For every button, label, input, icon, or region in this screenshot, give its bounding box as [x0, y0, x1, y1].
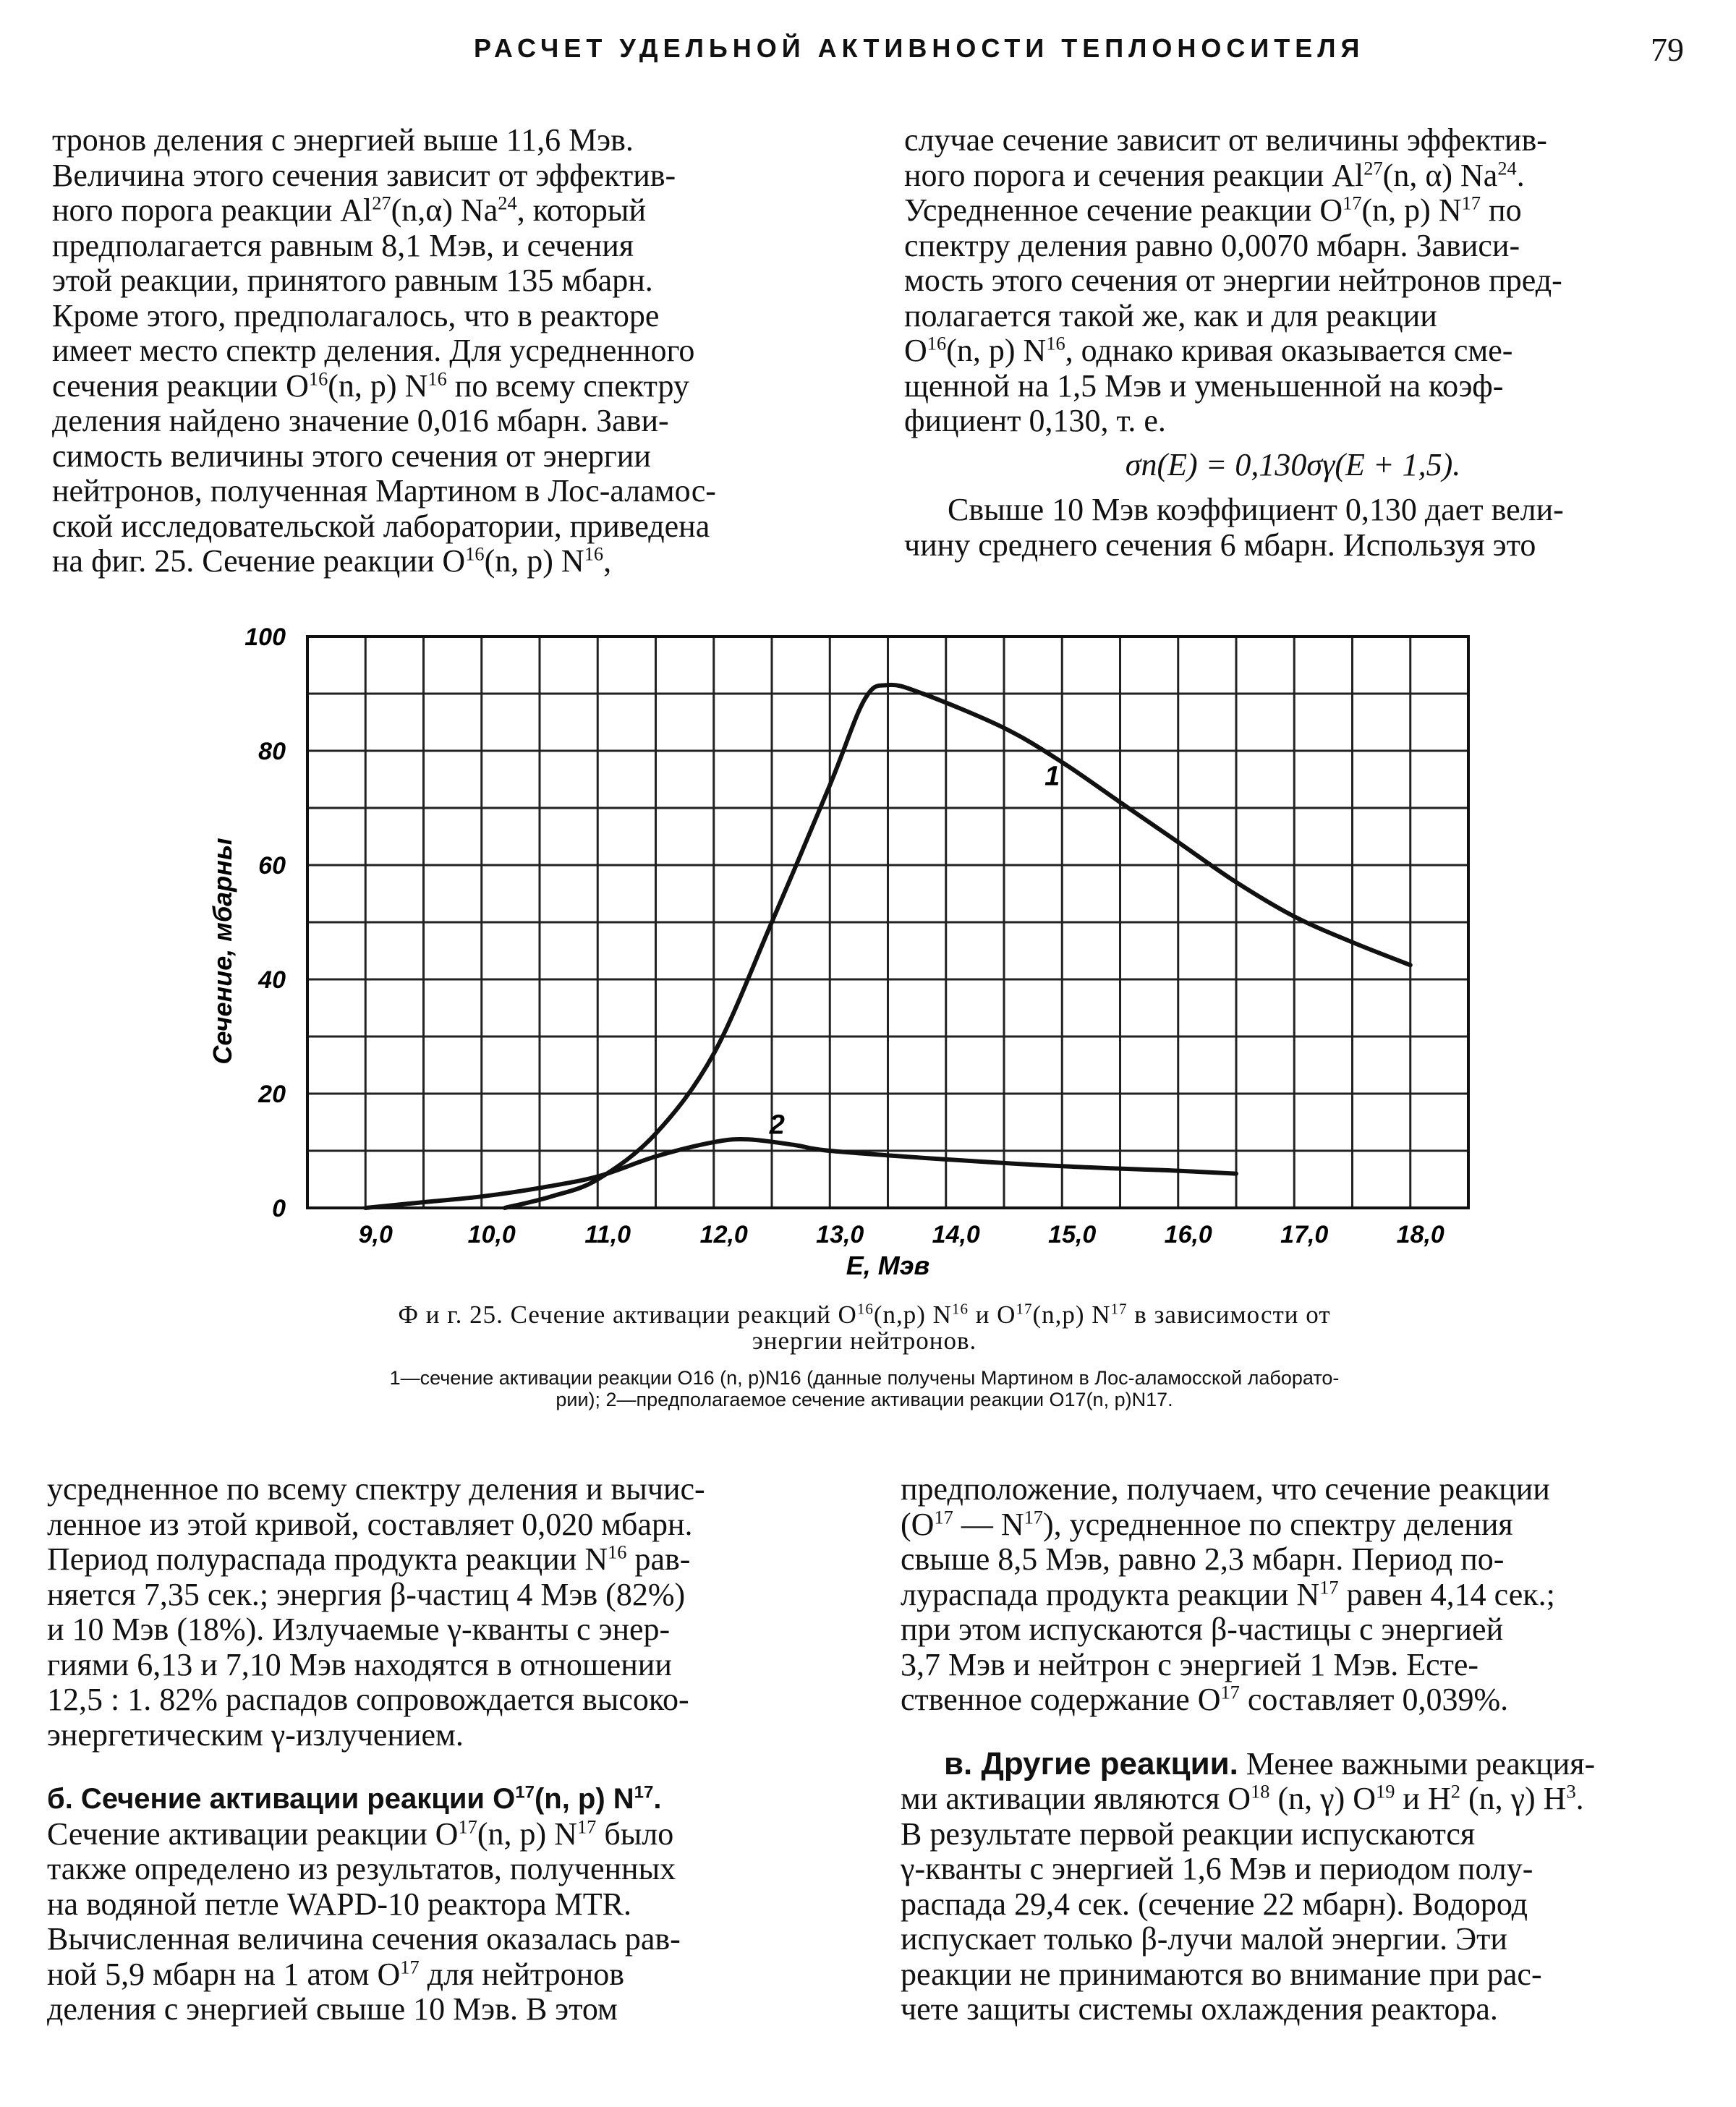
text-line: предполагается равным 8,1 Мэв, и сечения — [52, 227, 634, 263]
y-axis-label: Сечение, мбарны — [208, 838, 237, 1065]
page-header — [0, 33, 1736, 77]
text-line: чину среднего сечения 6 мбарн. Используя это — [904, 527, 1536, 563]
text-line: сечения реакции $O^{16}(n$, p) $N^{16}$ по всему спектру — [52, 367, 689, 404]
text-line: этой реакции, принятого равным 135 мбарн. — [52, 263, 653, 298]
x-tick-label: 18,0 — [1396, 1221, 1444, 1248]
x-tick-label: 17,0 — [1280, 1221, 1329, 1248]
top-left-column — [52, 123, 819, 579]
text-line: свыше 8,5 Мэв, равно 2,3 мбарн. Период по- — [901, 1541, 1505, 1577]
text-line: ной 5,9 мбарн на 1 атом $O^{17}$ для нейтронов — [47, 1955, 624, 1992]
y-tick-label: 20 — [258, 1081, 286, 1108]
text-line: чете защиты системы охлаждения реактора. — [901, 1991, 1498, 2027]
curve-2 — [365, 1139, 1236, 1208]
x-tick-label: 14,0 — [932, 1221, 980, 1248]
text-line: ного порога реакции Al$^{27}$(n,α) Na$^{24}$, который — [52, 192, 647, 228]
text-line: испускает только β-лучи малой энергии. Эти — [901, 1921, 1507, 1957]
y-tick-label: 40 — [258, 966, 286, 994]
text-line: также определено из результатов, полученных — [47, 1851, 676, 1886]
text-line: усредненное по всему спектру деления и вычис- — [47, 1471, 705, 1507]
text-line: Период полураспада продукта реакции $N^{16}$ рав- — [47, 1541, 691, 1577]
x-tick-label: 10,0 — [467, 1221, 516, 1248]
figure-legend — [210, 1367, 1519, 1410]
text-line: В результате первой реакции испускаются — [901, 1816, 1476, 1852]
text-line: случае сечение зависит от величины эффектив- — [904, 122, 1547, 158]
text-line: Свыше 10 Мэв коэффициент 0,130 дает вели- — [948, 492, 1564, 527]
text-line: ми активации являются $O^{18}$ (n, γ) $O^{19}$ и $H^2$ (n, γ) $H^3$. — [901, 1780, 1584, 1816]
legend-line: рии); 2—предполагаемое сечение активации реакции O17(n, p)N17. — [556, 1389, 1173, 1410]
text-line: полагается такой же, как и для реакции — [904, 297, 1437, 333]
text-line: в. Другие реакции. Менее важными реакция- — [944, 1745, 1596, 1782]
text-line: нейтронов, полученная Мартином в Лос-аламос- — [52, 473, 716, 508]
text-line: ного порога и сечения реакции Al$^{27}$(n, α) Na$^{24}$. — [904, 156, 1525, 193]
x-tick-label: 12,0 — [699, 1221, 748, 1248]
text-line: щенной на 1,5 Мэв и уменьшенной на коэф- — [904, 367, 1504, 404]
text-line: тронов деления с энергией выше 11,6 Мэв. — [52, 122, 634, 158]
text-line: ленное из этой кривой, составляет 0,020 мбарн. — [47, 1506, 693, 1542]
text-line: γ-кванты с энергией 1,6 Мэв и периодом полу- — [901, 1851, 1533, 1886]
text-line: деления с энергией свыше 10 Мэв. В этом — [47, 1991, 618, 2027]
text-line: Величина этого сечения зависит от эффектив- — [52, 157, 676, 193]
text-line: Усредненное сечение реакции $O^{17}(n$, p) $N^{17}$ по — [904, 192, 1522, 228]
text-line: деления найдено значение 0,016 мбарн. Зави- — [52, 403, 669, 438]
x-tick-label: 9,0 — [358, 1221, 393, 1248]
equation: σn(E) = 0,130σγ(E + 1,5). — [1125, 446, 1461, 482]
text-line: имеет место спектр деления. Для усредненного — [52, 333, 695, 368]
text-line: мость этого сечения от энергии нейтронов пред- — [904, 263, 1562, 298]
section-lead: в. Другие реакции. — [944, 1745, 1238, 1782]
text-line: на водяной петле WAPD-10 реактора MTR. — [47, 1886, 631, 1922]
text-line: 12,5 : 1. 82% распадов сопровождается высоко- — [47, 1682, 689, 1717]
text-line: энергетическим γ-излучением. — [47, 1716, 464, 1753]
x-axis-label: E, Мэв — [846, 1251, 930, 1280]
text-line: ской исследовательской лаборатории, приведена — [52, 508, 710, 544]
top-right-column — [904, 123, 1682, 563]
running-title: РАСЧЕТ УДЕЛЬНОЙ АКТИВНОСТИ ТЕПЛОНОСИТЕЛЯ — [474, 33, 1365, 63]
caption-line: Ф и г. 25. Сечение активации реакций $O^{16}(n,p)$ $N^{16}$ и $O^{17}(n,p)$ $N^{17}$ в зависимости от — [398, 1300, 1331, 1329]
text-line: реакции не принимаются во внимание при рас- — [901, 1956, 1542, 1992]
text-line: ($O^{17}$ — $N^{17}$), усредненное по спектру деления — [901, 1505, 1513, 1542]
text-line: спектру деления равно 0,0070 мбарн. Зависи- — [904, 227, 1520, 263]
text-line: Кроме этого, предполагалось, что в реакторе — [52, 297, 660, 333]
text-line: няется 7,35 сек.; энергия β-частиц 4 Мэв (82%) — [47, 1576, 686, 1612]
text-line: $O^{16}(n$, p) $N^{16}$, однако кривая оказывается сме- — [904, 332, 1513, 368]
page-number: 79 — [1651, 31, 1684, 68]
x-tick-label: 13,0 — [816, 1221, 864, 1248]
text-line: при этом испускаются β-частицы с энергией — [901, 1612, 1504, 1647]
y-tick-label: 60 — [258, 852, 286, 880]
figure-25-chart — [203, 615, 1476, 1287]
section-heading: б. Сечение активации реакции $O^{17}(n$, p) $N^{17}$. — [47, 1782, 662, 1815]
text-line: 3,7 Мэв и нейтрон с энергией 1 Мэв. Есте- — [901, 1646, 1479, 1682]
x-tick-label: 15,0 — [1048, 1221, 1097, 1248]
curve-label-2: 2 — [769, 1110, 785, 1141]
text-line: на фиг. 25. Сечение реакции $O^{16}(n$, p) $N^{16}$, — [52, 542, 612, 579]
y-tick-label: 80 — [258, 738, 286, 765]
x-tick-label: 11,0 — [584, 1221, 631, 1248]
text-line: симость величины этого сечения от энергии — [52, 438, 651, 474]
caption-line: энергии нейтронов. — [752, 1327, 977, 1355]
text-line: распада 29,4 сек. (сечение 22 мбарн). Водород — [901, 1886, 1528, 1922]
text-line: фициент 0,130, т. е. — [904, 403, 1166, 438]
bottom-left-column — [47, 1472, 814, 2027]
legend-line: 1—сечение активации реакции O16 (n, p)N16 (данные получены Мартином в Лос-аламосской лаборато- — [389, 1367, 1340, 1389]
curve-label-1: 1 — [1044, 761, 1060, 792]
text-line: и 10 Мэв (18%). Излучаемые γ-кванты с энер- — [47, 1612, 671, 1647]
curve-1 — [505, 685, 1410, 1208]
y-tick-label: 0 — [272, 1195, 286, 1222]
text-line: Сечение активации реакции $O^{17}(n$, p) $N^{17}$ было — [47, 1815, 674, 1852]
text-line: ственное содержание $O^{17}$ составляет 0,039%. — [901, 1681, 1509, 1717]
x-tick-label: 16,0 — [1164, 1221, 1212, 1248]
bottom-right-column — [901, 1472, 1682, 2027]
y-tick-label: 100 — [244, 623, 286, 651]
figure-caption — [210, 1302, 1519, 1354]
text-line: лураспада продукта реакции $N^{17}$ равен 4,14 сек.; — [901, 1575, 1555, 1612]
text-line: гиями 6,13 и 7,10 Мэв находятся в отношении — [47, 1646, 672, 1682]
text-line: предположение, получаем, что сечение реакции — [901, 1471, 1550, 1507]
text-line: Вычисленная величина сечения оказалась рав- — [47, 1921, 681, 1957]
